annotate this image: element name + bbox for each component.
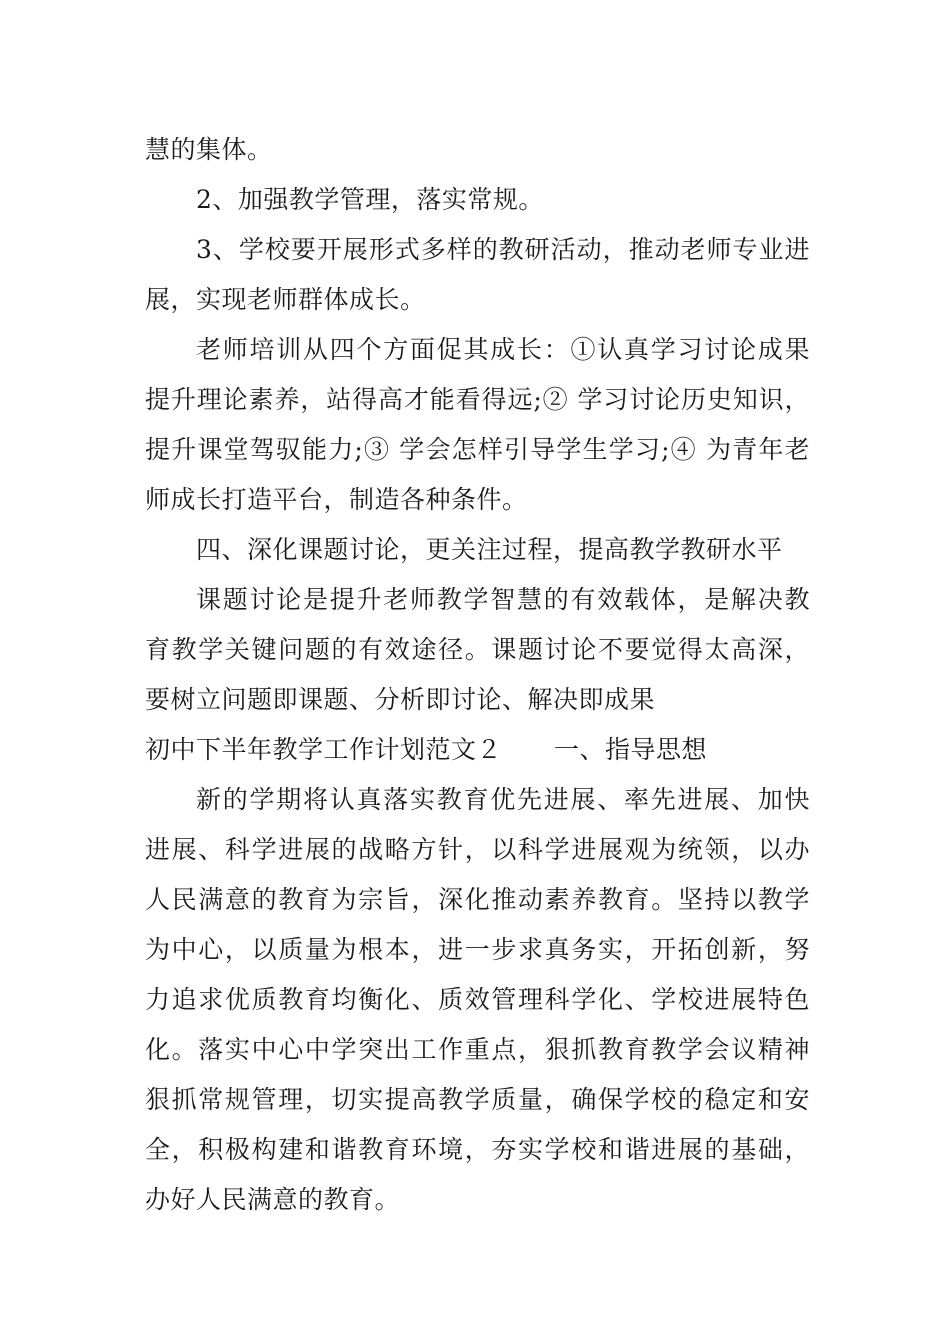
text-line: 慧的集体。 — [145, 135, 273, 164]
text-line: 办好人民满意的教育。 — [145, 1185, 401, 1214]
section-title-line — [145, 730, 810, 770]
text-line: 为中心，以质量为根本，进一步求真务实，开拓创新，努 — [145, 935, 810, 964]
section-heading: 四、深化课题讨论，更关注过程，提高教学教研水平 — [196, 535, 783, 564]
text-line: 要树立问题即课题、分析即讨论、解决即成果 — [145, 685, 656, 714]
text-line: 力追求优质教育均衡化、质效管理科学化、学校进展特色 — [145, 985, 810, 1014]
section-title: 初中下半年教学工作计划范文２ — [145, 735, 503, 764]
text-line: 新的学期将认真落实教育优先进展、率先进展、加快 — [196, 785, 810, 814]
text-line: 3、学校要开展形式多样的教研活动，推动老师专业进 — [196, 235, 810, 264]
text-line: 全，积极构建和谐教育环境，夯实学校和谐进展的基础， — [145, 1135, 810, 1164]
text-line: 人民满意的教育为宗旨，深化推动素养教育。坚持以教学 — [145, 885, 810, 914]
text-line: 进展、科学进展的战略方针，以科学进展观为统领，以办 — [145, 835, 810, 864]
text-line: 育教学关键问题的有效途径。课题讨论不要觉得太高深， — [145, 635, 810, 664]
text-line: 2、加强教学管理，落实常规。 — [196, 185, 544, 214]
section-subtitle: 一、指导思想 — [554, 735, 708, 764]
text-line: 提升课堂驾驭能力;③ 学会怎样引导学生学习;④ 为青年老 — [145, 435, 810, 464]
text-line: 老师培训从四个方面促其成长：①认真学习讨论成果 — [196, 335, 810, 364]
text-line: 化。落实中心中学突出工作重点，狠抓教育教学会议精神 — [145, 1035, 810, 1064]
text-line: 展，实现老师群体成长。 — [145, 285, 426, 314]
text-line: 提升理论素养，站得高才能看得远;② 学习讨论历史知识， — [145, 385, 810, 414]
text-line: 课题讨论是提升老师教学智慧的有效载体，是解决教 — [196, 585, 810, 614]
text-line: 狠抓常规管理，切实提高教学质量，确保学校的稳定和安 — [145, 1085, 810, 1114]
text-line: 师成长打造平台，制造各种条件。 — [145, 485, 528, 514]
